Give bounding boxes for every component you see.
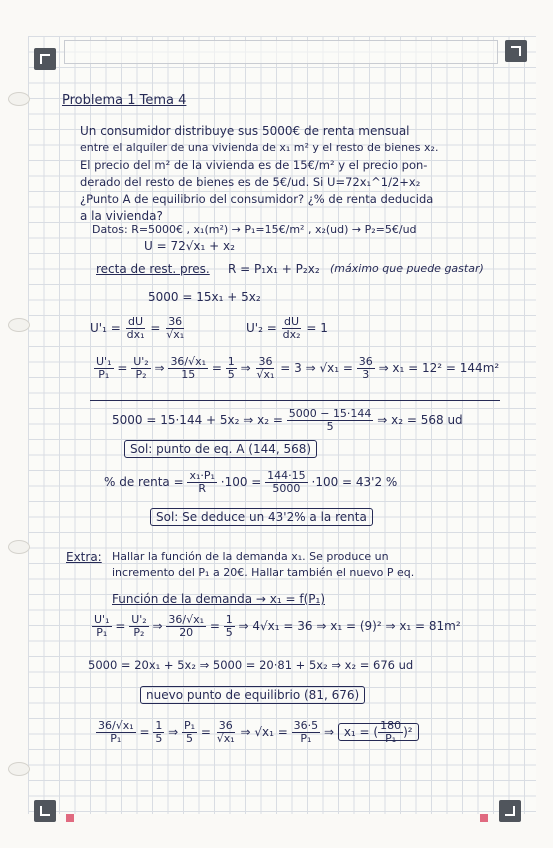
statement-line: a la vivienda? [80, 209, 163, 223]
marginal-utility-1: U'₁ = $\frac{dU}{\text{dx₁}}$ = $\frac{36}{\text{√x₁}}$ [90, 315, 185, 341]
statement-line: ¿Punto A de equilibrio del consumidor? ¿% de renta deducida [80, 192, 434, 206]
recta-note: (máximo que puede gastar) [330, 262, 484, 275]
extra-text: Hallar la función de la demanda x₁. Se produce un [112, 550, 389, 563]
extra-x2-line: 5000 = 20x₁ + 5x₂ ⇒ 5000 = 20·81 + 5x₂ ⇒ x₂ = 676 ud [88, 658, 414, 672]
corner-marker-icon [505, 40, 527, 62]
statement-line: Un consumidor distribuye sus 5000€ de renta mensual [80, 124, 410, 138]
divider-line [90, 400, 500, 401]
binder-hole [8, 92, 30, 106]
new-equilibrium-box: nuevo punto de equilibrio (81, 676) [140, 686, 365, 704]
page-title: Problema 1 Tema 4 [62, 93, 187, 108]
percent-line: % de renta = $\frac{\text{x₁·P₁}}{R}$ ·100 = $\frac{144\cdot 15}{5000}$ ·100 = 43'2 % [104, 469, 398, 495]
binder-hole [8, 318, 30, 332]
utility-function: U = 72√x₁ + x₂ [144, 239, 235, 253]
solution-box-1: Sol: punto de eq. A (144, 568) [124, 440, 317, 458]
statement-line: entre el alquiler de una vivienda de x₁ m² y el resto de bienes x₂. [80, 141, 439, 154]
solution-box-2: Sol: Se deduce un 43'2% a la renta [150, 508, 373, 526]
extra-label: Extra: [66, 550, 102, 564]
demand-derivation: $\frac{\text{36/√x₁}}{\text{P₁}}$ = $\frac{1}{5}$ ⇒ $\frac{\text{P₁}}{5}$ = $\frac{36}{\text{√x₁}}$ ⇒ √x₁ = $\frac{36\cdot 5}{\text{P₁}}$ ⇒ x₁ = ( $\frac{180}{\text{P₁}}$ )² [96, 720, 419, 745]
recta-substituted: 5000 = 15x₁ + 5x₂ [148, 290, 261, 304]
extra-text: incremento del P₁ a 20€. Hallar también el nuevo P eq. [112, 566, 415, 579]
extra-equilibrium: $\frac{\text{U'₁}}{\text{P₁}}$ = $\frac{\text{U'₂}}{\text{P₂}}$ ⇒ $\frac{\text{36/√x₁}}{20}$ = $\frac{1}{5}$ ⇒ 4√x₁ = 36 ⇒ x₁ = (9)² ⇒ x₁ = 81m² [94, 613, 461, 639]
binder-hole [8, 762, 30, 776]
corner-marker-icon [34, 48, 56, 70]
statement-line: El precio del m² de la vivienda es de 15€/m² y el precio pon- [80, 158, 428, 172]
marginal-utility-2: U'₂ = $\frac{dU}{\text{dx₂}}$ = 1 [246, 315, 328, 341]
recta-label: recta de rest. pres. [96, 262, 210, 276]
equilibrium-condition: $\frac{\text{U'₁}}{\text{P₁}}$ = $\frac{\text{U'₂}}{\text{P₂}}$ ⇒ $\frac{\text{36/√x₁}}{15}$ = $\frac{1}{5}$ ⇒ $\frac{36}{\text{√x₁}}$ = 3 ⇒ √x₁ = $\frac{36}{3}$ ⇒ x₁ = 12² = 144m² [96, 355, 500, 381]
solve-x2-line: 5000 = 15·144 + 5x₂ ⇒ x₂ = $\frac{5000 - 15\cdot 144}{5}$ ⇒ x₂ = 568 ud [112, 407, 463, 433]
statement-line: derado del resto de bienes es de 5€/ud. Si U=72x₁^1/2+x₂ [80, 175, 421, 189]
binder-hole [8, 540, 30, 554]
demand-function-label: Función de la demanda → x₁ = f(P₁) [112, 592, 325, 606]
pink-mark [66, 814, 74, 822]
corner-marker-icon [34, 800, 56, 822]
corner-marker-icon [499, 800, 521, 822]
recta-formula: R = P₁x₁ + P₂x₂ [228, 262, 320, 276]
datos-line: Datos: R=5000€ , x₁(m²) → P₁=15€/m² , x₂(ud) → P₂=5€/ud [92, 223, 417, 236]
pink-mark [480, 814, 488, 822]
header-box [64, 40, 498, 64]
demand-function-box: x₁ = ( $\frac{180}{\text{P₁}}$ )² [338, 723, 419, 741]
